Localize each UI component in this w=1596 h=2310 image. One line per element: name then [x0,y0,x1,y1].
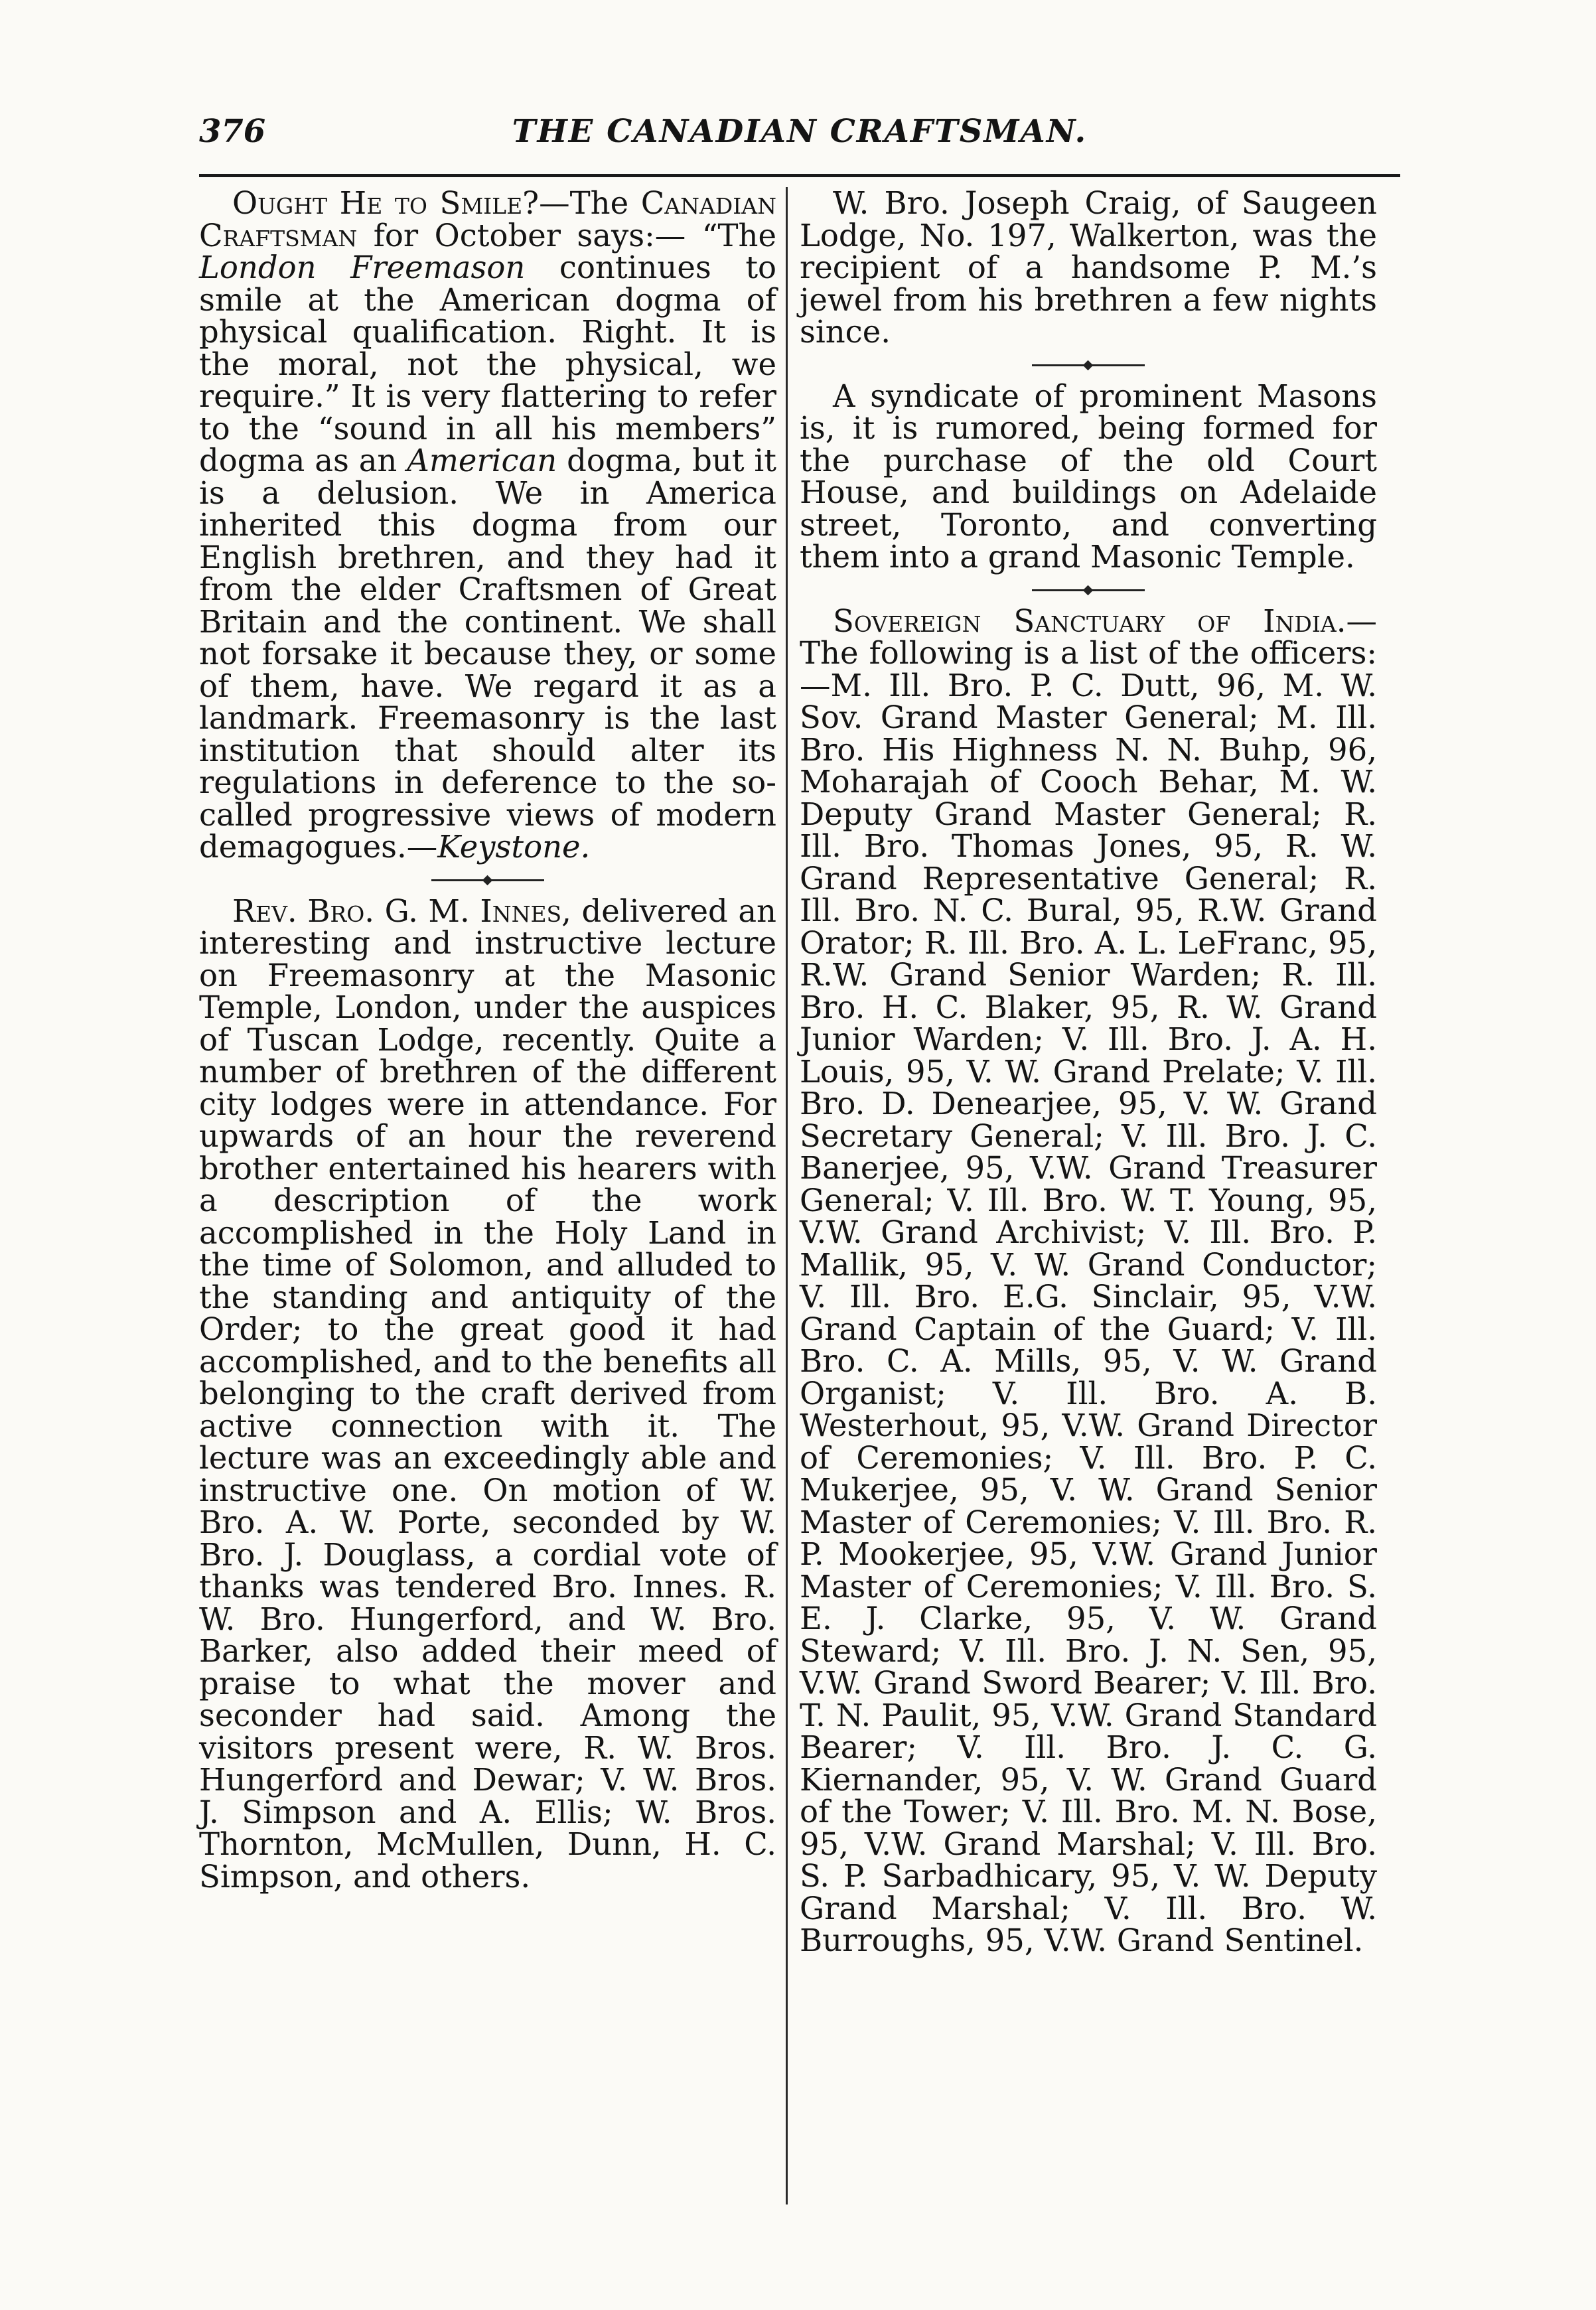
article-lead: Rev. Bro. G. M. Innes, [232,893,571,929]
article-source: Canadian Craftsman [199,185,777,253]
section-separator [199,863,776,895]
article-italic: American [407,443,557,478]
article-text: continues to smile at the American dogma of physical qualification. Right. It is the moral, not the physical, we require.” It is very flattering to refer to the “sound in all his members” dogma as an [199,250,776,478]
column-rule [786,187,788,2204]
page-header [199,113,1400,166]
article-text: for October says:— “The [357,217,776,253]
article-lead: Ought He to Smile? [232,185,540,221]
article-text: dogma, but it is a delusion. We in America inherited this dogma from our English brethren, and they had it from the elder Craftsmen of Great Britain and the continent. We shall not forsake it because they, or some of them, have. We regard it as a landmark. Freemasonry is the last institution that should alter its regulations in deference to the so-called progressive views of modern demagogues.— [199,443,776,865]
article-lead: Sovereign Sanctuary of India. [833,603,1346,639]
header-rule [199,174,1400,177]
article-craig-jewel: W. Bro. Joseph Craig, of Saugeen Lodge, No. 197, Walkerton, was the recipient of a handsome P. M.’s jewel from his brethren a few nights since. [800,185,1377,350]
right-column [800,187,1377,1957]
article-italic: London Freemason [199,250,526,285]
left-column [199,187,776,1893]
article-text: —The [539,185,641,221]
running-title: THE CANADIAN CRAFTSMAN. [512,113,1088,150]
section-separator [800,348,1377,380]
article-attribution: Keystone. [437,829,591,865]
article-syndicate: A syndicate of prominent Masons is, it is rumored, being formed for the purchase of the old Court House, and buildings on Adelaide street, Toronto, and converting them into a grand Masonic Temple. [800,378,1377,575]
page-number: 376 [199,113,266,150]
article-innes-lecture [199,895,776,1893]
article-ought-he-to-smile [199,187,776,863]
article-text: — The following is a list of the officers: —M. Ill. Bro. P. C. Dutt, 96, M. W. Sov. Grand Master General; M. Ill. Bro. His Highness N. N. Buhp, 96, Moharajah of Cooch Behar, M. W. Deputy Grand Master General; R. Ill. Bro. Thomas Jones, 95, R. W. Grand Representative General; R. Ill. Bro. N. C. Bural, 95, R.W. Grand Orator; R. Ill. Bro. A. L. LeFranc, 95, R.W. Grand Senior Warden; R. Ill. Bro. H. C. Blaker, 95, R. W. Grand Junior Warden; V. Ill. Bro. J. A. H. Louis, 95, V. W. Grand Prelate; V. Ill. Bro. D. Denearjee, 95, V. W. Grand Secretary General; V. Ill. Bro. J. C. Banerjee, 95, V.W. Grand Treasurer General; V. Ill. Bro. W. T. Young, 95, V.W. Grand Archivist; V. Ill. Bro. P. Mallik, 95, V. W. Grand Conductor; V. Ill. Bro. E.G. Sinclair, 95, V.W. Grand Captain of the Guard; V. Ill. Bro. C. A. Mills, 95, V. W. Grand Organist; V. Ill. Bro. A. B. Westerhout, 95, V.W. Grand Director of Ceremonies; V. Ill. Bro. P. C. Mukerjee, 95, V. W. Grand Senior Master of Ceremonies; V. Ill. Bro. R. P. Mookerjee, 95, V.W. Grand Junior Master of Ceremonies; V. Ill. Bro. S. E. J. Clarke, 95, V. W. Grand Steward; V. Ill. Bro. J. N. Sen, 95, V.W. Grand Sword Bearer; V. Ill. Bro. T. N. Paulit, 95, V.W. Grand Standard Bearer; V. Ill. Bro. J. C. G. Kiernander, 95, V. W. Grand Guard of the Tower; V. Ill. Bro. M. N. Bose, 95, V.W. Grand Marshal; V. Ill. Bro. S. P. Sarbadhicary, 95, V. W. Deputy Grand Marshal; V. Ill. Bro. W. Burroughs, 95, V.W. Grand Sentinel. [800,603,1377,1958]
article-text: delivered an interesting and instructive lecture on Freemasonry at the Masonic Temple, London, under the auspices of Tuscan Lodge, recently. Quite a number of brethren of the different city lodges were in attendance. For upwards of an hour the reverend brother entertained his hearers with a description of the work accomplished in the Holy Land in the time of Solomon, and alluded to the standing and antiquity of the Order; to the great good it had accomplished, and to the benefits all belonging to the craft derived from active connection with it. The lecture was an exceedingly able and instructive one. On motion of W. Bro. A. W. Porte, seconded by W. Bro. J. Douglass, a cordial vote of thanks was tendered Bro. Innes. R. W. Bro. Hungerford, and W. Bro. Barker, also added their meed of praise to what the mover and seconder had said. Among the visitors present were, R. W. Bros. Hungerford and Dewar; V. W. Bros. J. Simpson and A. Ellis; W. Bros. Thornton, McMullen, Dunn, H. C. Simpson, and others. [199,893,776,1895]
section-separator [800,573,1377,605]
article-sovereign-sanctuary [800,605,1377,1957]
